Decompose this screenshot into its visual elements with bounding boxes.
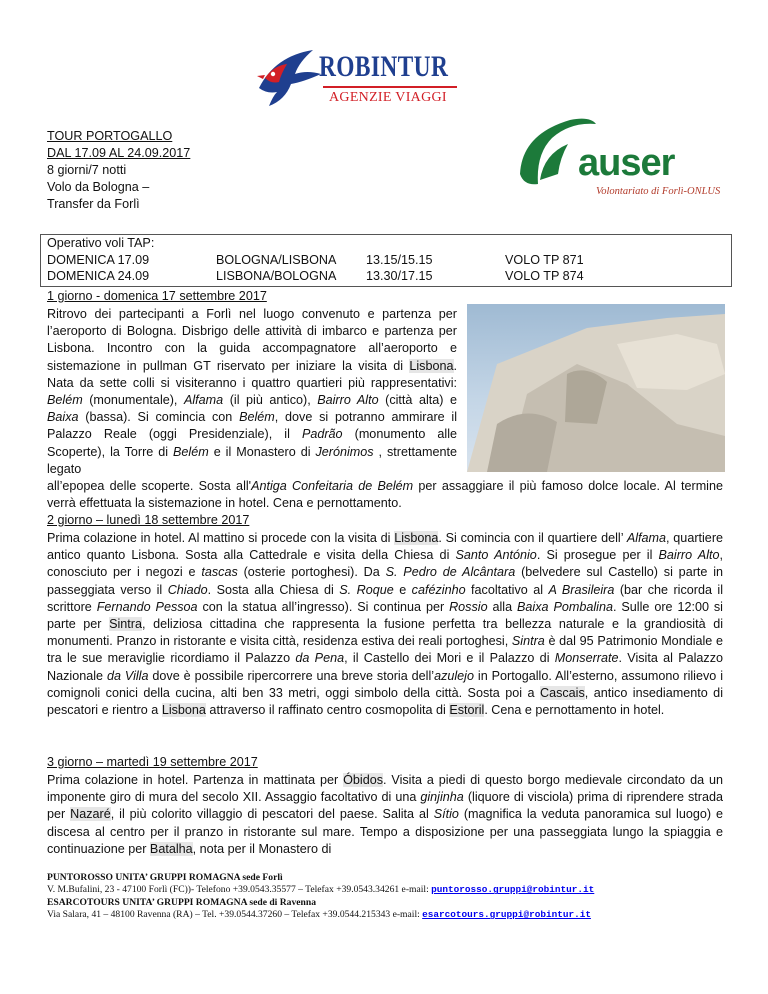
- robintur-subtitle: AGENZIE VIAGGI: [329, 90, 447, 105]
- tour-duration: 8 giorni/7 notti: [47, 163, 127, 177]
- footer-ravenna-title: ESARCOTOURS UNITA’ GRUPPI ROMAGNA sede di Ravenna: [47, 896, 316, 908]
- flight-time-1: 13.15/15.15: [366, 253, 433, 267]
- flight-route-2: LISBONA/BOLOGNA: [216, 269, 337, 283]
- flights-title: Operativo voli TAP:: [47, 236, 155, 250]
- day3-heading: 3 giorno – martedì 19 settembre 2017: [47, 755, 258, 769]
- robintur-logo: [255, 44, 465, 114]
- flight-time-2: 13.30/17.15: [366, 269, 433, 283]
- robintur-name: ROBINTUR: [319, 50, 449, 83]
- footer-ravenna-contacts: Via Salara, 41 – 48100 Ravenna (RA) – Tel. +39.0544.37260 – Telefax +39.0544.215343 e-mail: esarcotours.gruppi@robintur.it: [47, 909, 591, 921]
- email-link-ravenna[interactable]: esarcotours.gruppi@robintur.it: [422, 909, 591, 921]
- day1-heading: 1 giorno - domenica 17 settembre 2017: [47, 289, 267, 303]
- footer-forli-contacts: V. M.Bufalini, 23 - 47100 Forlì (FC))- Telefono +39.0543.35577 – Telefax +39.0543.34261 e-mail: puntorosso.gruppi@robintur.it: [47, 884, 595, 896]
- flight-origin: Volo da Bologna –: [47, 180, 150, 194]
- tour-dates: DAL 17.09 AL 24.09.2017: [47, 146, 191, 160]
- padrao-monument-image: [467, 304, 725, 472]
- day3-text: Prima colazione in hotel. Partenza in mattinata per Óbidos. Visita a piedi di questo borgo medievale circondato da un imponente giro di mura del secolo XII. Assaggio facoltativo di una ginjinha (liquore di visciola) prima di riprendere strada per Nazaré, il più colorito villaggio di pescatori del paese. Salita al Sítio (magnifica la veduta panoramica sul luogo) e discesa al centro per il pranzo in ristorante sul mare. Tempo a disposizione per una passeggiata lungo la spiaggia e continuazione per Batalha, nota per il Monastero di: [47, 773, 723, 856]
- flight-date-1: DOMENICA 17.09: [47, 253, 150, 267]
- email-link-forli[interactable]: puntorosso.gruppi@robintur.it: [431, 884, 595, 896]
- flight-number-2: VOLO TP 874: [505, 269, 584, 283]
- auser-logo: [510, 114, 730, 204]
- flight-route-1: BOLOGNA/LISBONA: [216, 253, 337, 267]
- auser-name: auser: [578, 142, 675, 184]
- robin-bird-icon: [255, 48, 325, 110]
- header-block: [47, 128, 190, 213]
- day2-text: Prima colazione in hotel. Al mattino si procede con la visita di Lisbona. Si comincia con il quartiere dell’ Alfama, quartiere antico quanto Lisbona. Sosta alla Cattedrale e visita della Chiesa di Santo António. Si prosegue per il Bairro Alto, conosciuto per i negozi e tascas (osterie portoghesi). Da S. Pedro de Alcântara (belvedere sul Castello) si parte in passeggiata verso il Chiado. Sosta alla Chiesa di S. Roque e cafézinho facoltativo al A Brasileira (bar che ricorda il scrittore Fernando Pessoa con la statua all’ingresso). Si continua per Rossio alla Baixa Pombalina. Sulle ore 12:00 si parte per Sintra, deliziosa cittadina che rappresenta la fusione perfetta tra bellezza naturale e la grandiosità di monumenti. Pranzo in ristorante e visita città, residenza estiva dei reali portoghesi, Sintra è dal 95 Patrimonio Mondiale e tra le sue meraviglie ricordiamo il Palazzo da Pena, il Castello dei Mori e il Palazzo di Monserrate. Visita al Palazzo Nazionale da Villa dove è possibile ripercorrere una breve storia dell’azulejo in Portogallo. All’esterno, assumono rilievo i comignoli conici della cucina, alti ben 33 metri, oggi simbolo della città. Sosta poi a Cascais, antico insediamento di pescatori e rientro a Lisbona attraverso il raffinato centro cosmopolita di Estoril. Cena e pernottamento in hotel.: [47, 531, 724, 718]
- day1-text: Ritrovo dei partecipanti a Forlì nel luogo convenuto e partenza per l’aeroporto di Bologna. Disbrigo delle attività di imbarco e partenza per Lisbona. Incontro con la guida accompagnatore all’aeroporto e sistemazione in pullman GT riservato per iniziare la visita di Lisbona. Nata da sette colli si visiteranno i quattro quartieri più rappresentativi: Belém (monumentale), Alfama (il più antico), Bairro Alto (città alta) e Baixa (bassa). Si comincia con Belém, dove si potranno ammirare il Palazzo Reale (oggi Presidenziale), il Padrão (monumento alle Scoperte), la Torre di Belém e il Monastero di Jerónimos , strettamente legato: [47, 307, 458, 476]
- flight-date-2: DOMENICA 24.09: [47, 269, 150, 283]
- transfer-info: Transfer da Forlì: [47, 197, 140, 211]
- tour-title: TOUR PORTOGALLO: [47, 129, 173, 143]
- auser-subtitle: Volontariato di Forlì-ONLUS: [596, 186, 721, 197]
- day1-text-cont: all’epopea delle scoperte. Sosta all'Antiga Confeitaria de Belém per assaggiare il più famoso dolce locale. Al termine verrà effettuata la sistemazione in hotel. Cena e pernottamento.: [47, 479, 723, 511]
- footer-forli-title: PUNTOROSSO UNITA’ GRUPPI ROMAGNA sede Forlì: [47, 872, 283, 883]
- logo-divider: [323, 86, 457, 88]
- day2-heading: 2 giorno – lunedì 18 settembre 2017: [47, 513, 250, 527]
- footer: [47, 872, 727, 922]
- flight-number-1: VOLO TP 871: [505, 253, 584, 267]
